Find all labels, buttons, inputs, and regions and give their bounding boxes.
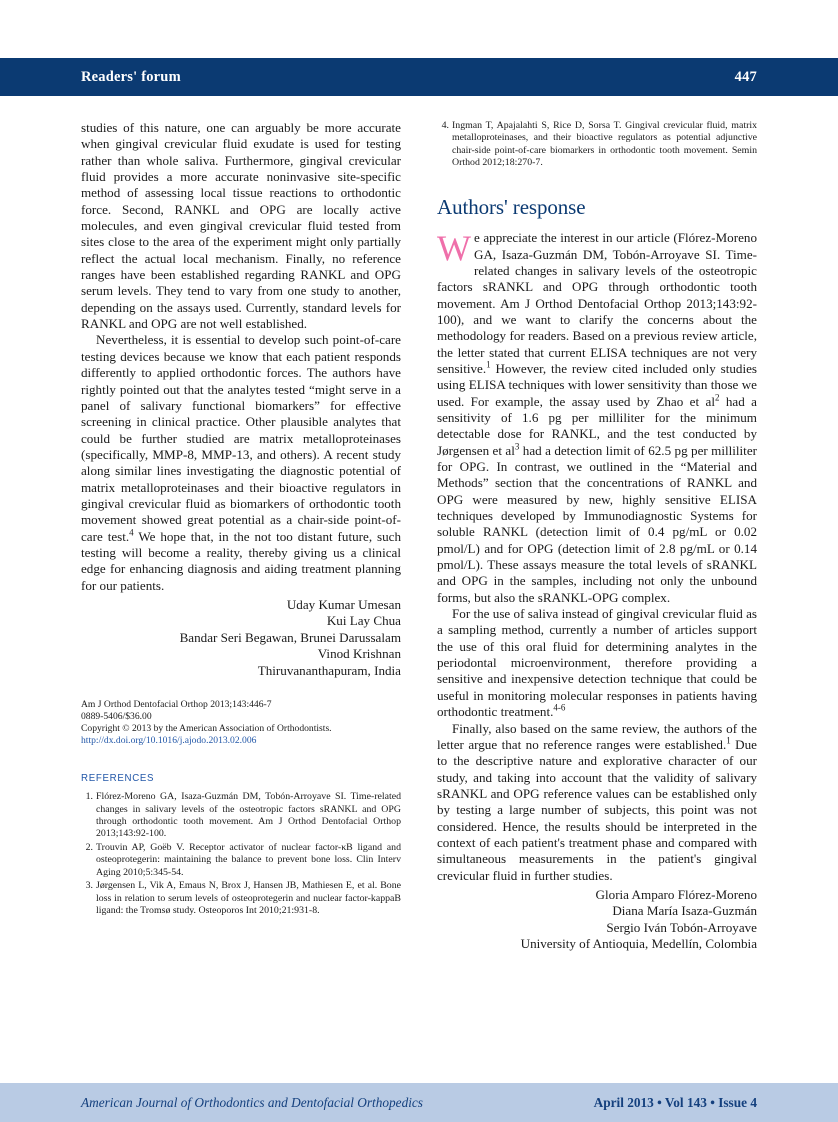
response-para2-lead: For the use of saliva instead of gingival crevicular fluid as a sampling method, currently a number of articles support the use of this oral fluid for determining analytes in the periodontal microenvironment, therefore providing a sensitive and inexpensive detection technique that could be useful in monitoring molecular responses in patients having orthodontic treatment.	[437, 606, 757, 720]
signature-line: Thiruvananthapuram, India	[257, 662, 401, 678]
reference-text: Ingman T, Apajalahti S, Rice D, Sorsa T. Gingival crevicular fluid, matrix metalloproteinases, and their bioactive regulators as potential adjunctive chair-side point-of-care biomarkers in orthodontic tooth movement. Semin Orthod 2012;18:270-7.	[452, 120, 757, 168]
right-column	[437, 120, 757, 953]
citation-superscript-4: 4	[129, 527, 134, 538]
reference-item	[81, 791, 401, 840]
paragraph-continued: studies of this nature, one can arguably be more accurate when gingival crevicular fluid exudate is used for testing rather than whole saliva. Furthermore, gingival crevicular fluid provides a more accurate noninvasive site-specific method of assessing local tissue reactions to orthodontic force. Second, RANKL and OPG are locally active molecules, and even gingival crevicular fluid tested from sites close to the area of the experiment might only partially reflect the actual local mechanism. Finally, no reference ranges have been established regarding RANKL and OPG serum levels. They tend to vary from one study to another, depending on the assays used. Currently, standard levels for RANKL and OPG are not well established.	[81, 120, 401, 332]
signature-line: Uday Kumar Umesan	[286, 596, 401, 612]
response-para1-mid1: However, the review cited included only studies using ELISA techniques with lower sensitivity than those we used. For example, the assay used by Zhao et al	[437, 360, 757, 409]
reference-item	[81, 880, 401, 917]
response-paragraph-2	[437, 606, 757, 720]
response-para3-mid: Due to the descriptive nature and explorative character of our study, and taking into account that the validity of salivary sRANKL and OPG reference values can be established only by testing a large number of subjects, this point was not considered. Hence, the results should be interpreted in the context of each patient's treatment phase and compared with simultaneous measurements in the patient's gingival crevicular fluid in further studies.	[437, 736, 757, 883]
signature-line: Diana María Isaza-Guzmán	[612, 903, 757, 919]
citation-superscript-2: 2	[714, 392, 720, 403]
citation-superscript-4-6: 4-6	[553, 702, 566, 713]
response-paragraph-3	[437, 721, 757, 884]
running-head-bar	[0, 58, 838, 96]
reference-number: 4.	[441, 120, 449, 131]
references-list-continued	[437, 120, 757, 169]
signature-line: Vinod Krishnan	[317, 646, 401, 662]
citation-superscript-1: 1	[486, 359, 491, 370]
reference-item	[437, 120, 757, 169]
copyright-block	[81, 699, 401, 747]
right-signature-block	[437, 887, 757, 953]
page-body	[81, 120, 757, 1030]
citation-superscript-1b: 1	[726, 735, 731, 746]
copyright-line: Copyright © 2013 by the American Association of Orthodontists.	[81, 723, 332, 735]
reference-number: 1.	[85, 791, 93, 803]
response-para3-lead: Finally, also based on the same review, the authors of the letter argue that no reference ranges were established.	[437, 720, 757, 752]
citation-line: Am J Orthod Dentofacial Orthop 2013;143:446-7	[81, 699, 272, 710]
doi-link[interactable]: http://dx.doi.org/10.1016/j.ajodo.2013.02.006	[81, 735, 257, 747]
reference-number: 2.	[85, 842, 93, 854]
running-head-inner	[81, 58, 757, 96]
footer-bar	[0, 1083, 838, 1122]
references-heading: REFERENCES	[81, 773, 155, 785]
reference-text: Trouvin AP, Goëb V. Receptor activator of nuclear factor-κB ligand and osteoprotegerin: maintaining the balance to prevent bone loss. Clin Interv Aging 2010;5:345-54.	[96, 842, 401, 878]
paragraph-nevertheless-tail: We hope that, in the not too distant future, such testing will become a reality, thereby giving us a clinical edge for enhancing diagnosis and aiding treatment planning for our patients.	[81, 528, 401, 593]
signature-line: Gloria Amparo Flórez-Moreno	[595, 886, 757, 902]
footer-inner	[81, 1083, 757, 1122]
references-list	[81, 791, 401, 917]
response-para1-tail: had a detection limit of 62.5 pg per milliliter for OPG. In contrast, we outlined in the “Material and Methods” section that the concentrations of RANKL and OPG were measured by new, highly sensitive ELISA techniques developed by Immunodiagnostic Systems for soluble RANKL (detection limit of 0.4 pg/mL or 0.02 pmol/L) and for OPG (detection limit of 2.8 pg/mL or 0.14 pmol/L). These assays measure the total levels of sRANKL and OPG in the samples, including not only the unbound forms, but also the sRANKL-OPG complex.	[437, 442, 757, 605]
signature-line: Bandar Seri Begawan, Brunei Darussalam	[179, 629, 401, 645]
response-para1-lead: e appreciate the interest in our article (Flórez-Moreno GA, Isaza-Guzmán DM, Tobón-Arroyave SI. Time-related changes in salivary levels of the osteotropic factors sRANKL and OPG through orthodontic tooth movement. Am J Orthod Dentofacial Orthop 2013;143:92-100), and we want to clarify the concerns about the methodology for readers. Based on a previous review article, the letter stated that current ELISA techniques are not very sensitive.	[437, 230, 757, 376]
signature-line: Kui Lay Chua	[326, 613, 401, 629]
citation-superscript-3: 3	[514, 441, 520, 452]
reference-text: Flórez-Moreno GA, Isaza-Guzmán DM, Tobón-Arroyave SI. Time-related changes in salivary levels of the osteotropic factors sRANKL and OPG through orthodontic tooth movement. Am J Orthod Dentofacial Orthop 2013;143:92-100.	[96, 791, 401, 840]
drop-cap-letter: W	[437, 228, 471, 269]
reference-number: 3.	[85, 880, 93, 892]
response-para1-mid2: had a sensitivity of 1.6 pg per milliliter for the minimum detectable dose for RANKL, and the test conducted by Jørgensen et al	[437, 393, 757, 458]
signature-line: University of Antioquia, Medellín, Colombia	[520, 936, 757, 952]
reference-item	[81, 842, 401, 879]
article-title: Authors' response	[437, 195, 586, 220]
issn-price-line: 0889-5406/$36.00	[81, 711, 152, 723]
footer-journal-name: American Journal of Orthodontics and Dentofacial Orthopedics	[81, 1094, 423, 1110]
page-number: 447	[734, 68, 757, 85]
reference-text: Jørgensen L, Vik A, Emaus N, Brox J, Hansen JB, Mathiesen E, et al. Bone loss in relation to serum levels of osteoprotegerin and nuclear factor-kappaB ligand: the Tromsø study. Osteoporos Int 2010;21:931-8.	[96, 880, 401, 917]
running-head-title: Readers' forum	[81, 68, 181, 85]
signature-line: Sergio Iván Tobón-Arroyave	[606, 919, 757, 935]
left-signature-block	[81, 597, 401, 679]
paragraph-nevertheless	[81, 332, 401, 594]
paragraph-nevertheless-text: Nevertheless, it is essential to develop such point-of-care testing devices because we know that each patient responds differently to applied orthodontic forces. The authors have rightly pointed out that the analytes tested “might serve in a panel of salivary functional biomarkers” for effective screening in clinical practice. Other plausible analytes that could be further studied are matrix metalloproteinases (specifically, MMP-8, MMP-13, and others). A recent study along similar lines investigating the diagnostic potential of matrix metalloproteinases and their bioactive regulators in gingival crevicular fluid as biomarkers of orthodontic tooth movement showed great potential as a chair-side point-of-care test.	[81, 332, 401, 544]
footer-issue-info: April 2013 • Vol 143 • Issue 4	[593, 1094, 757, 1110]
left-column	[81, 120, 401, 919]
response-paragraph-1	[437, 230, 757, 606]
